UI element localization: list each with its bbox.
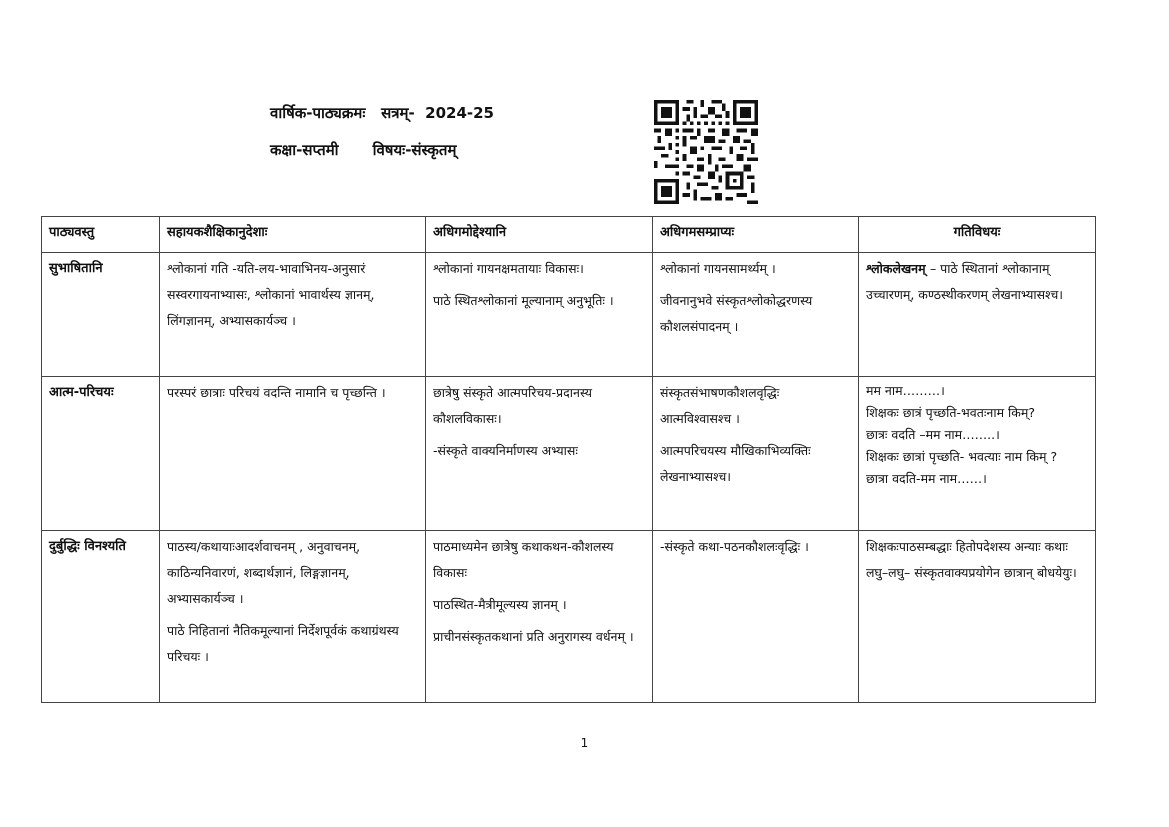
document-title-line <box>270 103 494 123</box>
objectives-cell <box>426 253 653 377</box>
column-header-activities: गतिविधयः <box>859 217 1096 253</box>
table-row <box>42 253 1096 377</box>
objectives-cell <box>426 377 653 531</box>
qr-code-icon <box>654 100 758 204</box>
dialogue-line: मम नाम………। <box>866 383 945 398</box>
cell-paragraph: पाठे स्थितश्लोकानां मूल्यानाम् अनुभूतिः । <box>433 293 614 308</box>
cell-paragraph: -संस्कृते कथा-पठनकौशलःवृद्धिः । <box>660 539 809 554</box>
cell-paragraph: प्राचीनसंस्कृतकथानां प्रति अनुरागस्य वर्धनम् । <box>433 629 634 644</box>
outcomes-cell <box>653 253 859 377</box>
cell-paragraph: आत्मपरिचयस्य मौखिकाभिव्यक्तिः लेखनाभ्यासश्च। <box>660 443 811 484</box>
cell-paragraph: शिक्षकःपाठसम्बद्धाः हितोपदेशस्य अन्याः कथाः लघु–लघु– संस्कृतवाक्यप्रयोगेन छात्रान् बोधयेयुः। <box>866 539 1077 580</box>
topic-cell: आत्म-परिचयः <box>42 377 160 531</box>
table-row <box>42 377 1096 531</box>
activities-cell <box>859 253 1096 377</box>
activities-cell <box>859 377 1096 531</box>
cell-paragraph: श्लोकानां गति -यति-लय-भावाभिनय-अनुसारं सस्वरगायनाभ्यासः, श्लोकानां भावार्थस्य ज्ञानम्, लिंगज्ञानम्, अभ्यासकार्यञ्च । <box>167 261 375 328</box>
support-cell <box>160 253 426 377</box>
title-label: वार्षिक-पाठ्यक्रमः <box>270 104 366 122</box>
outcomes-cell <box>653 377 859 531</box>
cell-paragraph: पाठे निहितानां नैतिकमूल्यानां निर्देशपूर्वकं कथाग्रंथस्य परिचयः । <box>167 623 399 664</box>
dialogue-line: शिक्षकः छात्रां पृच्छति- भवत्याः नाम किम् ? <box>866 449 1058 464</box>
cell-paragraph: -संस्कृते वाक्यनिर्माणस्य अभ्यासः <box>433 443 578 458</box>
objectives-cell <box>426 531 653 703</box>
cell-paragraph <box>866 256 1088 308</box>
cell-paragraph: श्लोकानां गायनक्षमतायाः विकासः। <box>433 261 584 276</box>
dialogue-line: छात्रा वदति-मम नाम……। <box>866 471 987 486</box>
session-label: सत्रम्- <box>381 104 415 122</box>
syllabus-table <box>41 216 1096 703</box>
subject-label: विषयः-संस्कृतम् <box>372 141 457 159</box>
class-label: कक्षा-सप्तमी <box>270 141 339 159</box>
table-row <box>42 531 1096 703</box>
table-header-row <box>42 217 1096 253</box>
support-cell <box>160 377 426 531</box>
activity-lead: श्लोकलेखनम् <box>866 261 930 276</box>
dialogue-line: छात्रः वदति –मम नाम……..। <box>866 427 1000 442</box>
cell-paragraph: पाठमाध्यमेन छात्रेषु कथाकथन-कौशलस्य विकासः <box>433 539 614 580</box>
cell-paragraph: पाठस्थित-मैत्रीमूल्यस्य ज्ञानम् । <box>433 597 567 612</box>
cell-paragraph: संस्कृतसंभाषणकौशलवृद्धिः आत्मविश्वासश्च । <box>660 385 780 426</box>
session-value: 2024-25 <box>425 104 494 122</box>
activity-text: – पाठे स्थितानां श्लोकानाम् उच्चारणम्, कण्ठस्थीकरणम् लेखनाभ्यासश्च। <box>866 261 1064 302</box>
outcomes-cell <box>653 531 859 703</box>
column-header-content: पाठ्यवस्तु <box>42 217 160 253</box>
cell-paragraph: परस्परं छात्राः परिचयं वदन्ति नामानि च पृच्छन्ति । <box>167 385 386 400</box>
topic-cell: दुर्बुद्धिः विनश्यति <box>42 531 160 703</box>
cell-paragraph: जीवनानुभवे संस्कृतश्लोकोद्धरणस्य कौशलसंपादनम् । <box>660 293 813 334</box>
cell-paragraph: छात्रेषु संस्कृते आत्मपरिचय-प्रदानस्य कौशलविकासः। <box>433 385 593 426</box>
cell-paragraph: श्लोकानां गायनसामर्थ्यम् । <box>660 261 776 276</box>
column-header-learning-objectives: अधिगमोद्देश्यानि <box>426 217 653 253</box>
page-number: 1 <box>580 736 589 750</box>
activities-cell <box>859 531 1096 703</box>
class-subject-line <box>270 140 456 160</box>
dialogue-line: शिक्षकः छात्रं पृच्छति-भवतःनाम किम्? <box>866 405 1035 420</box>
support-cell <box>160 531 426 703</box>
cell-paragraph: पाठस्य/कथायाःआदर्शवाचनम् , अनुवाचनम्, काठिन्यनिवारणं, शब्दार्थज्ञानं, लिङ्गज्ञानम्, अभ्यासकार्यञ्च । <box>167 539 361 606</box>
column-header-learning-outcomes: अधिगमसम्प्राप्यः <box>653 217 859 253</box>
topic-cell: सुभाषितानि <box>42 253 160 377</box>
column-header-teaching-aids: सहायकशैक्षिकानुदेशाः <box>160 217 426 253</box>
